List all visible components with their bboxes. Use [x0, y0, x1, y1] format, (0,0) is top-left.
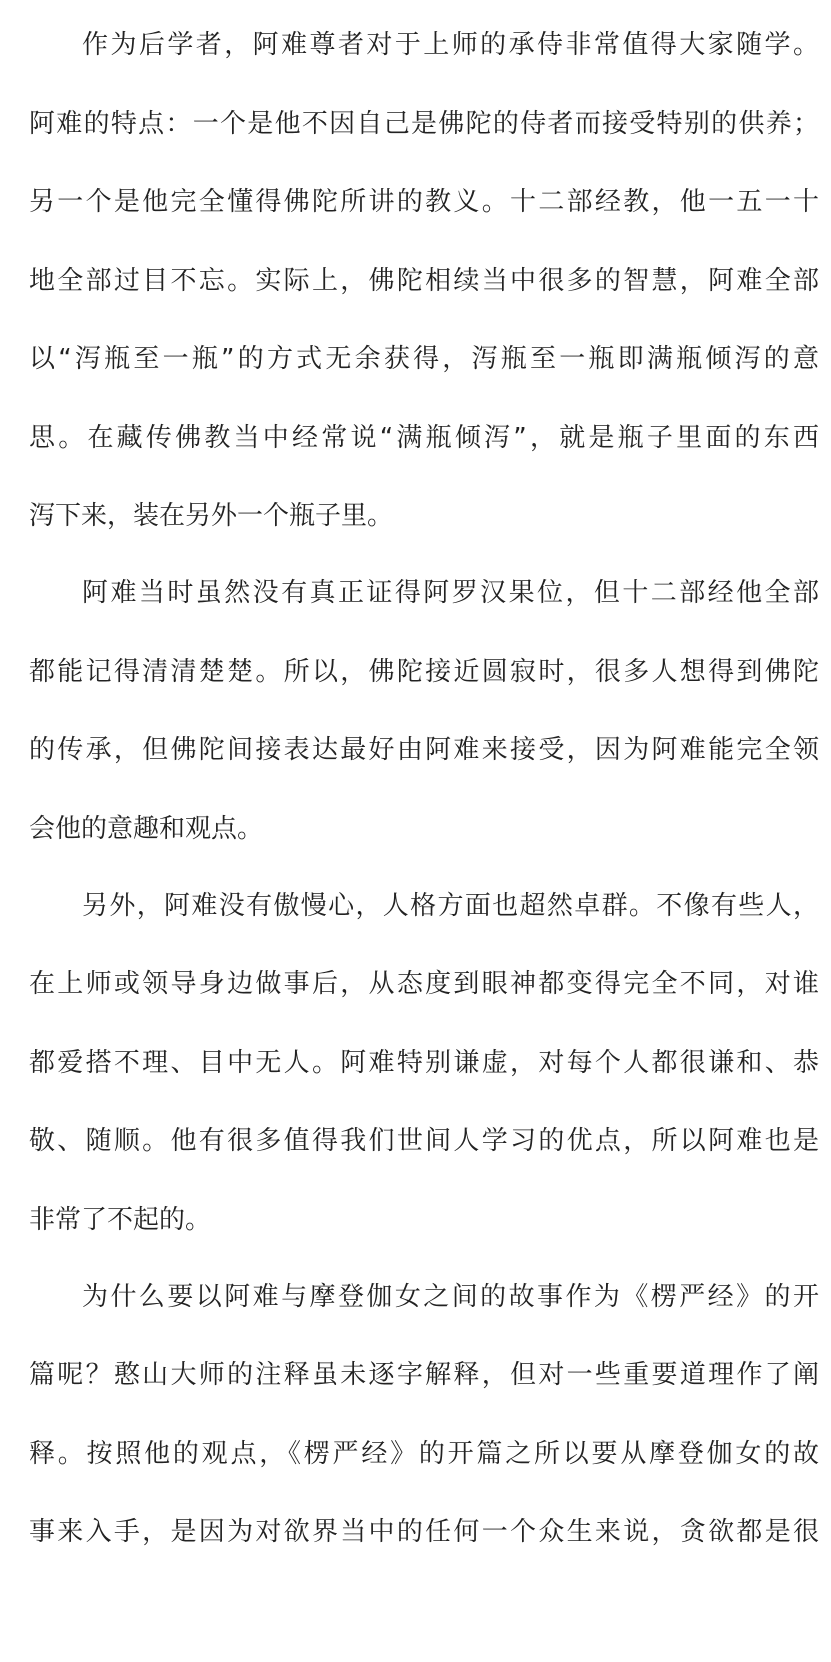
- text-line: 作为后学者，阿难尊者对于上师的承侍非常值得大家随学。: [82, 30, 819, 60]
- text-line: 会他的意趣和观点。: [29, 814, 264, 844]
- text-line: 以“泻瓶至一瓶”的方式无余获得，泻瓶至一瓶即满瓶倾泻的意: [29, 344, 819, 374]
- text-line: 篇呢？憨山大师的注释虽未逐字解释，但对一些重要道理作了阐: [29, 1360, 819, 1390]
- text-line: 另外，阿难没有傲慢心，人格方面也超然卓群。不像有些人，: [82, 891, 819, 921]
- text-line: 泻下来，装在另外一个瓶子里。: [29, 501, 394, 531]
- text-line: 都能记得清清楚楚。所以，佛陀接近圆寂时，很多人想得到佛陀: [29, 657, 819, 687]
- text-line: 阿难的特点：一个是他不因自己是佛陀的侍者而接受特别的供养；: [29, 109, 819, 139]
- text-line: 的传承，但佛陀间接表达最好由阿难来接受，因为阿难能完全领: [29, 735, 819, 765]
- text-line: 非常了不起的。: [29, 1205, 212, 1235]
- text-line: 在上师或领导身边做事后，从态度到眼神都变得完全不同，对谁: [29, 969, 819, 999]
- text-line: 为什么要以阿难与摩登伽女之间的故事作为《楞严经》的开: [82, 1282, 819, 1312]
- text-line: 阿难当时虽然没有真正证得阿罗汉果位，但十二部经他全部: [82, 578, 819, 608]
- text-line: 另一个是他完全懂得佛陀所讲的教义。十二部经教，他一五一十: [29, 187, 819, 217]
- text-line: 都爱搭不理、目中无人。阿难特别谦虚，对每个人都很谦和、恭: [29, 1048, 819, 1078]
- text-line: 思。在藏传佛教当中经常说“满瓶倾泻”，就是瓶子里面的东西: [29, 423, 819, 453]
- text-line: 释。按照他的观点，《楞严经》的开篇之所以要从摩登伽女的故: [29, 1439, 819, 1469]
- text-line: 事来入手，是因为对欲界当中的任何一个众生来说，贪欲都是很: [29, 1517, 819, 1547]
- text-line: 地全部过目不忘。实际上，佛陀相续当中很多的智慧，阿难全部: [29, 266, 819, 296]
- text-line: 敬、随顺。他有很多值得我们世间人学习的优点，所以阿难也是: [29, 1126, 819, 1156]
